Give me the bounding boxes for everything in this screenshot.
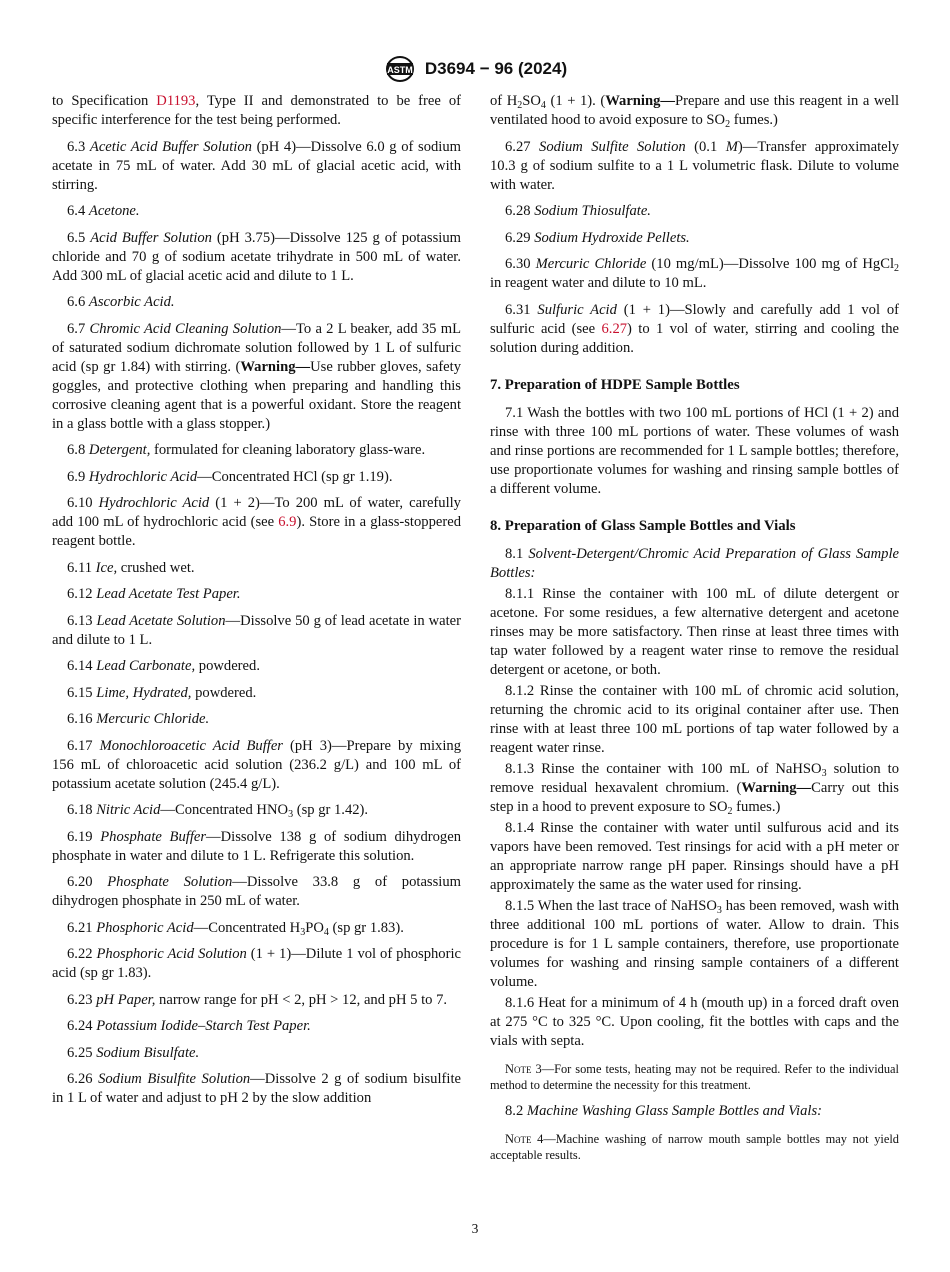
section-6-28: 6.28 Sodium Thiosulfate. (505, 203, 651, 219)
section-6-8: 6.8 Detergent, formulated for cleaning laboratory glass-ware. (67, 442, 426, 458)
section-6-29: 6.29 Sodium Hydroxide Pellets. (505, 229, 690, 246)
section-6-16: 6.16 Mercuric Chloride. (67, 711, 210, 727)
section-6-30: 6.30 Mercuric Chloride (10 mg/mL)—Dissolve 100 mg of HgCl$_2$ in reagent water and dilute to 10 mL. (490, 256, 900, 291)
section-6-19: 6.19 Phosphate Buffer—Dissolve 138 g of sodium dihydrogen phosphate in water and dilute to 1 L. Refrigerate this solution. (52, 828, 461, 864)
paragraph: of $H_2SO_4$ (1 + 1). (Warning—Prepare and use this reagent in a well ventilated hood to avoid exposure to $SO_2$ fumes.) (490, 93, 899, 130)
section-6-23: 6.23 pH Paper, narrow range for pH < 2, pH > 12, and pH 5 to 7. (67, 991, 448, 1008)
section-8-2: 8.2 Machine Washing Glass Sample Bottles and Vials: (505, 1102, 823, 1119)
page-number: 3 (471, 1221, 479, 1236)
section-6-4: 6.4 Acetone. (67, 203, 140, 219)
section-8-1-4: 8.1.4 Rinse the container with water until sulfurous acid and its vapors have been removed. Test rinsings for acid with a pH meter or an appropriate narrow range pH paper. Rinsings should have a pH approximately the same as the water used for rinsing. (490, 819, 899, 893)
page-header (0, 54, 950, 84)
section-6-12: 6.12 Lead Acetate Test Paper. (67, 586, 241, 602)
section-6-6: 6.6 Ascorbic Acid. (67, 294, 175, 310)
right-column (490, 92, 899, 1172)
section-6-10: 6.10 Hydrochloric Acid (1 + 2)—To 200 mL of water, carefully add 100 mL of hydrochloric acid (see 6.9). Store in a glass-stoppered reagent bottle. (52, 495, 461, 549)
note-3: Note 3—For some tests, heating may not be required. Refer to the individual method to determine the necessity for this treatment. (490, 1061, 899, 1092)
document-id: D3694 − 96 (2024) (424, 59, 568, 78)
paragraph: to Specification D1193, Type II and demonstrated to be free of specific interference for the test being performed. (52, 93, 461, 128)
section-6-27: 6.27 Sodium Sulfite Solution (0.1 M)—Transfer approximately 10.3 g of sodium sulfite to a 1 L volumetric flask. Dilute to volume with water. (490, 138, 899, 193)
section-6-14: 6.14 Lead Carbonate, powdered. (67, 658, 260, 674)
section-6-5: 6.5 Acid Buffer Solution (pH 3.75)—Dissolve 125 g of potassium chloride and 70 g of sodium acetate trihydrate in 500 mL of water. Add 300 mL of glacial acetic acid and dilute to 1 L. (52, 229, 461, 284)
section-6-18: 6.18 Nitric Acid—Concentrated $HNO_3$ (sp gr 1.42). (67, 802, 369, 820)
note-4: Note 4—Machine washing of narrow mouth sample bottles may not yield acceptable results. (490, 1131, 900, 1162)
section-heading-7: 7. Preparation of HDPE Sample Bottles (490, 376, 740, 393)
section-6-15: 6.15 Lime, Hydrated, powdered. (67, 684, 257, 701)
section-6-9: 6.9 Hydrochloric Acid—Concentrated HCl (sp gr 1.19). (67, 468, 393, 485)
ref-link[interactable]: D1193 (156, 93, 196, 109)
section-6-24: 6.24 Potassium Iodide–Starch Test Paper. (67, 1018, 311, 1034)
svg-text:ASTM: ASTM (387, 65, 413, 75)
section-heading-8: 8. Preparation of Glass Sample Bottles and Vials (490, 517, 796, 534)
ref-link[interactable]: 6.9 (278, 514, 297, 530)
section-8-1-3: 8.1.3 Rinse the container with 100 mL of NaHSO$_3$ solution to remove residual hexavalent chromium. (Warning—Carry out this step in a hood to prevent exposure to $SO_2$ fumes.) (490, 760, 900, 817)
section-6-31: 6.31 Sulfuric Acid (1 + 1)—Slowly and carefully add 1 vol of sulfuric acid (see 6.27) to 1 vol of water, stirring and cooling the solution during addition. (490, 301, 900, 356)
section-6-21: 6.21 Phosphoric Acid—Concentrated $H_3PO_4$ (sp gr 1.83). (67, 919, 404, 938)
section-8-1-2: 8.1.2 Rinse the container with 100 mL of chromic acid solution, returning the chromic acid to its original container after use. Then rinse with at least three 100 mL portions of tap water followed by a reagent water rinse. (490, 682, 899, 756)
section-8-1: 8.1 Solvent-Detergent/Chromic Acid Preparation of Glass Sample Bottles: (490, 545, 899, 581)
section-6-25: 6.25 Sodium Bisulfate. (67, 1044, 200, 1061)
section-8-1-1: 8.1.1 Rinse the container with 100 mL of dilute detergent or acetone. For some residues, a few alternative detergent and acetone rinses may be more satisfactory. Then rinse at least three times with tap water followed by a reagent water rinse to remove the residual detergent or acetone, or both. (490, 585, 899, 678)
section-6-7: 6.7 Chromic Acid Cleaning Solution—To a 2 L beaker, add 35 mL of saturated sodium dichromate solution followed by 1 L of sulfuric acid (sp gr 1.84) with stirring. (Warning—Use rubber gloves, safety goggles, and protective clothing when preparing and handling this corrosive cleaning agent that is a powerful oxidant. Store the reagent in a glass bottle with a glass stopper.) (52, 320, 462, 432)
section-6-22: 6.22 Phosphoric Acid Solution (1 + 1)—Dilute 1 vol of phosphoric acid (sp gr 1.83). (52, 946, 461, 981)
section-7-1: 7.1 Wash the bottles with two 100 mL portions of HCl (1 + 2) and rinse with three 100 mL portions of water. These volumes of wash and rinse portions are recommended for 1 L sample bottles; therefore, use proportionate volumes for washing and rinsing sample bottles of a different volume. (490, 404, 899, 497)
section-8-1-6: 8.1.6 Heat for a minimum of 4 h (mouth up) in a forced draft oven at 275 °C to 325 °C. Upon cooling, fit the bottles with caps and the vials with septa. (490, 994, 899, 1049)
section-6-3: 6.3 Acetic Acid Buffer Solution (pH 4)—Dissolve 6.0 g of sodium acetate in 75 mL of water. Add 30 mL of glacial acetic acid, with stirring. (52, 138, 461, 193)
section-8-1-5: 8.1.5 When the last trace of NaHSO$_3$ has been removed, wash with three additional 100 mL portions of water. Allow to drain. This procedure is for 1 L sample containers, therefore, use proportionate volumes for washing and rinsing sample containers of a different volume. (490, 897, 899, 990)
section-6-11: 6.11 Ice, crushed wet. (67, 559, 195, 576)
section-6-17: 6.17 Monochloroacetic Acid Buffer (pH 3)—Prepare by mixing 156 mL of chloroacetic acid solution (236.2 g/L) and 100 mL of potassium acetate solution (245.4 g/L). (52, 737, 461, 792)
ref-link[interactable]: 6.27 (601, 320, 628, 337)
section-6-20: 6.20 Phosphate Solution—Dissolve 33.8 g of potassium dihydrogen phosphate in 250 mL of water. (52, 874, 461, 909)
left-column (52, 92, 461, 1116)
astm-logo-icon (383, 54, 417, 84)
section-6-26: 6.26 Sodium Bisulfite Solution—Dissolve 2 g of sodium bisulfite in 1 L of water and adjust to pH 2 by the slow addition (52, 1071, 461, 1106)
section-6-13: 6.13 Lead Acetate Solution—Dissolve 50 g of lead acetate in water and dilute to 1 L. (52, 612, 461, 648)
